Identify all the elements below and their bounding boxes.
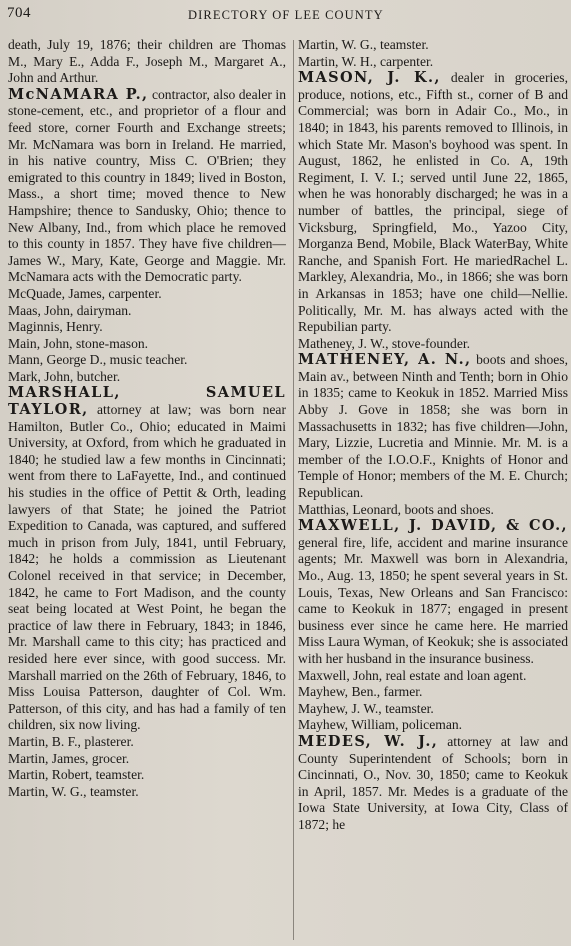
listing-entry: Martin, W. H., carpenter. bbox=[298, 53, 434, 69]
entry-name: MASON, J. K., bbox=[298, 69, 441, 87]
entry-name: MARSHALL, SAMUEL TAYLOR, bbox=[8, 384, 286, 419]
listing-entry: Martin, B. F., plasterer. bbox=[8, 733, 134, 749]
listing-entry: Martin, W. G., teamster. bbox=[298, 37, 429, 52]
left-entries bbox=[8, 87, 286, 801]
entry-name: MATHENEY, A. N., bbox=[298, 351, 472, 369]
entry-text: boots and shoes, Main av., between Ninth and Tenth; born in Ohio in 1835; came to Keokuk in 1852. Married Miss Abby J. Gove in 1858; she was born in Massachusetts in 1832; has five children—John, Mary, Lizzie, Lucretia and Minnie. Mr. M. is a member of the I.O.O.F., Knights of Honor and Temple of Honor; members of the M. E. Church; Republican. bbox=[298, 352, 568, 501]
listing-entry: Martin, James, grocer. bbox=[8, 750, 130, 766]
running-head: DIRECTORY OF LEE COUNTY bbox=[188, 8, 384, 22]
entry-text: attorney at law; was born near Hamilton, Butler Co., Ohio; educated in Maimi University, at Oxford, from which he graduated in 1840; he studied law a few months in Cincinnati; went from there to LaFayette, Ind., and continued his studies in the office of Pettit & Orth, leading lawyers of that State; he joined the Patriot Expedition to Canada, was captured, and suffered much in prison from July, 1841, until February, 1842; he holds a commission as Lieutenant Colonel received in that service; in December, 1842, he came to Fort Madison, and the county seat being located at West Point, he began the practice of law there in February, 1843; in 1846, Mr. Marshall came to this city; has practiced and resided here ever since, with good success. Mr. Marshall married on the 26th of February, 1846, to Miss Louisa Patterson, daughter of Col. Wm. Patterson, of this city, and has had a family of ten children, six now living. bbox=[8, 402, 286, 733]
entry-name: MAXWELL, J. DAVID, & CO., bbox=[298, 517, 568, 535]
left-column bbox=[8, 37, 286, 946]
listing-entry: Maginnis, Henry. bbox=[8, 319, 103, 335]
right-entries bbox=[298, 37, 568, 834]
page-number: 704 bbox=[7, 5, 31, 21]
biography-entry bbox=[298, 734, 568, 834]
listing-entry: Martin, Robert, teamster. bbox=[8, 767, 145, 783]
listing-entry: Mark, John, butcher. bbox=[8, 368, 121, 384]
entry-name: MEDES, W. J., bbox=[298, 732, 439, 750]
listing-entry: Main, John, stone-mason. bbox=[8, 335, 149, 351]
biography-entry bbox=[298, 70, 568, 336]
listing-entry: Mann, George D., music teacher. bbox=[8, 352, 188, 368]
biography-entry bbox=[298, 352, 568, 501]
biography-entry bbox=[8, 87, 286, 286]
entry-text: dealer in groceries, produce, notions, etc., Fifth st., corner of B and Commercial; was born in Adair Co., Mo., in 1840; in 1843, his parents removed to Illinois, in which State Mr. Mason's boyhood was spent. In August, 1862, he enlisted in Co. A, 19th Regiment, I. V. I.; served until June 22, 1865, when he was honorably discharged; he was in a number of battles, the principal, siege of Vicksburg, Springfield, Mo., Yazoo City, Morganza Bend, Mobile, Black WaterBay, White Ranche, and Spanish Fort. He mariedRachel L. Markley, Alexandria, Mo., in 1866; she was born in Arkansas in 1853; have one child—Nellie. Politically, Mr. M. has always acted with the Repubilian party. bbox=[298, 70, 568, 335]
listing-entry: McQuade, James, carpenter. bbox=[8, 285, 162, 301]
listing-entry: Mayhew, J. W., teamster. bbox=[298, 700, 434, 716]
listing-entry: Martin, W. G., teamster. bbox=[8, 783, 139, 799]
biography-entry bbox=[8, 385, 286, 733]
biography-entry bbox=[298, 518, 568, 667]
listing-entry: Maas, John, dairyman. bbox=[8, 302, 132, 318]
entry-text: general fire, life, accident and marine insurance agents; Mr. Maxwell was born in Alexandria, Mo., Aug. 13, 1850; he spent several years in St. Louis, Texas, New Orleans and San Francisco: came to Keokuk in 1877; engaged in present business ever since he came here. He married Miss Laura Wyman, of Keokuk; she is associated with her husband in the insurance business. bbox=[298, 534, 568, 666]
listing-entry: Mayhew, William, policeman. bbox=[298, 717, 463, 733]
continued-entry-text: death, July 19, 1876; their children are Thomas M., Mary E., Adda F., Joseph M., Margaret A., John and Arthur. bbox=[8, 37, 286, 86]
right-column bbox=[298, 37, 568, 946]
entry-name: McNAMARA P., bbox=[8, 85, 149, 103]
entry-text: contractor, also dealer in stone-cement, etc., and proprietor of a flour and feed store, corner Fourth and Exchange streets; Mr. McNamara was born in Ireland. He married, in his native country, Miss C. O'Brien; they emigrated to this country in 1849; lived in Boston, Mass., a short time; moved thence to New Hampshire; thence to Sandusky, Ohio; thence to New Albany, Ind., from which place he removed to this county in 1857. They have five children—James W., Mary, Kate, George and Maggie. Mr. McNamara acts with the Democratic party. bbox=[8, 86, 286, 285]
listing-entry: Matthias, Leonard, boots and shoes. bbox=[298, 501, 494, 517]
listing-entry: Matheney, J. W., stove-founder. bbox=[298, 335, 471, 351]
listing-entry: Mayhew, Ben., farmer. bbox=[298, 684, 423, 700]
page-header bbox=[0, 2, 571, 30]
listing-entry: Maxwell, John, real estate and loan agent. bbox=[298, 667, 527, 683]
entry-text: attorney at law and County Superintendent of Schools; born in Cincinnati, O., Nov. 30, 1850; came to Keokuk in April, 1857. Mr. Medes is a graduate of the Iowa State University, at Iowa City, Class of 1872; he bbox=[298, 733, 568, 832]
column-divider bbox=[293, 40, 294, 940]
